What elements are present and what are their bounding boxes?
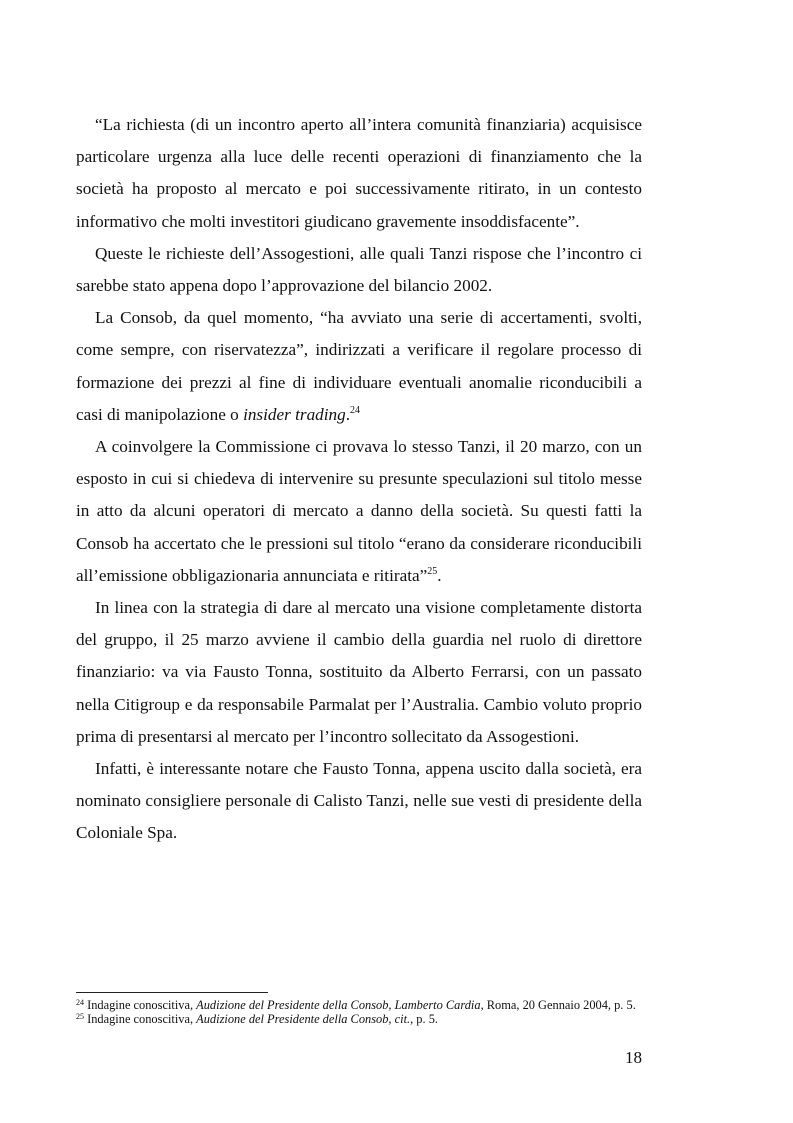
paragraph-tonna: Infatti, è interessante notare che Fausto Tonna, appena uscito dalla società, era nominato consigliere personale di Calisto Tanzi, nelle sue vesti di presidente della Coloniale Spa. <box>76 759 642 843</box>
footnote-text: Indagine conoscitiva, <box>84 998 197 1012</box>
paragraph-text: La Consob, da quel momento, “ha avviato una serie di accertamenti, svolti, come sempre, con riservatezza”, indirizzati a verificare il regolare processo di formazione dei prezzi al fine di individuare eventuali anomalie riconducibili a casi di manipolazione o <box>76 308 642 424</box>
paragraph-assogestioni: Queste le richieste dell’Assogestioni, alle quali Tanzi rispose che l’incontro ci sarebbe stato appena dopo l’approvazione del bilancio 2002. <box>76 243 642 296</box>
footnote-number: 25 <box>76 1012 84 1022</box>
footnote-24 <box>76 998 642 1012</box>
footnote-text: , Roma, 20 Gennaio 2004, p. 5. <box>480 998 636 1012</box>
paragraph-text: . <box>345 404 351 424</box>
paragraph-quote: “La richiesta (di un incontro aperto all’intera comunità finanziaria) acquisisce particolare urgenza alla luce delle recenti operazioni di finanziamento che la società ha proposto al mercato e poi successivamente ritirato, in un contesto informativo che molti investitori giudicano gravemente insoddisfacente”. <box>76 115 642 231</box>
footnote-text: p. 5. <box>413 1012 438 1027</box>
footnotes <box>76 998 642 1026</box>
footnote-25 <box>76 1012 642 1026</box>
page-number: 18 <box>625 1048 642 1067</box>
paragraph-cambio-guardia: In linea con la strategia di dare al mercato una visione completamente distorta del gruppo, il 25 marzo avviene il cambio della guardia nel ruolo di direttore finanziario: va via Fausto Tonna, sostituito da Alberto Ferrarsi, con un passato nella Citigroup e da responsabile Parmalat per l’Australia. Cambio voluto proprio prima di presentarsi al mercato per l’incontro sollecitato da Assogestioni. <box>76 598 642 746</box>
footnote-reference[interactable]: 25 <box>427 565 438 577</box>
paragraph-commissione <box>76 431 642 592</box>
body-text <box>76 109 642 850</box>
footnote-number: 24 <box>76 998 84 1007</box>
document-page <box>76 0 642 1123</box>
paragraph-text: A coinvolgere la Commissione ci provava lo stesso Tanzi, il 20 marzo, con un esposto in cui si chiedeva di intervenire su presunte speculazioni sul titolo messe in atto da alcuni operatori di mercato a danno della società. Su questi fatti la Consob ha accertato che le pressioni sul titolo “erano da considerare riconducibili all’emissione obbligazionaria annunciata e ritirata” <box>76 437 642 585</box>
italic-term: insider trading <box>243 404 346 424</box>
paragraph-text: . <box>437 565 442 585</box>
footnote-title: Audizione del Presidente della Consob, cit., <box>196 1012 414 1027</box>
footnote-title: Audizione del Presidente della Consob, Lamberto Cardia <box>196 998 481 1012</box>
paragraph-consob <box>76 302 642 431</box>
footnote-divider <box>76 992 268 993</box>
footnote-reference[interactable]: 24 <box>350 404 361 416</box>
footnote-text: Indagine conoscitiva, <box>84 1012 197 1027</box>
